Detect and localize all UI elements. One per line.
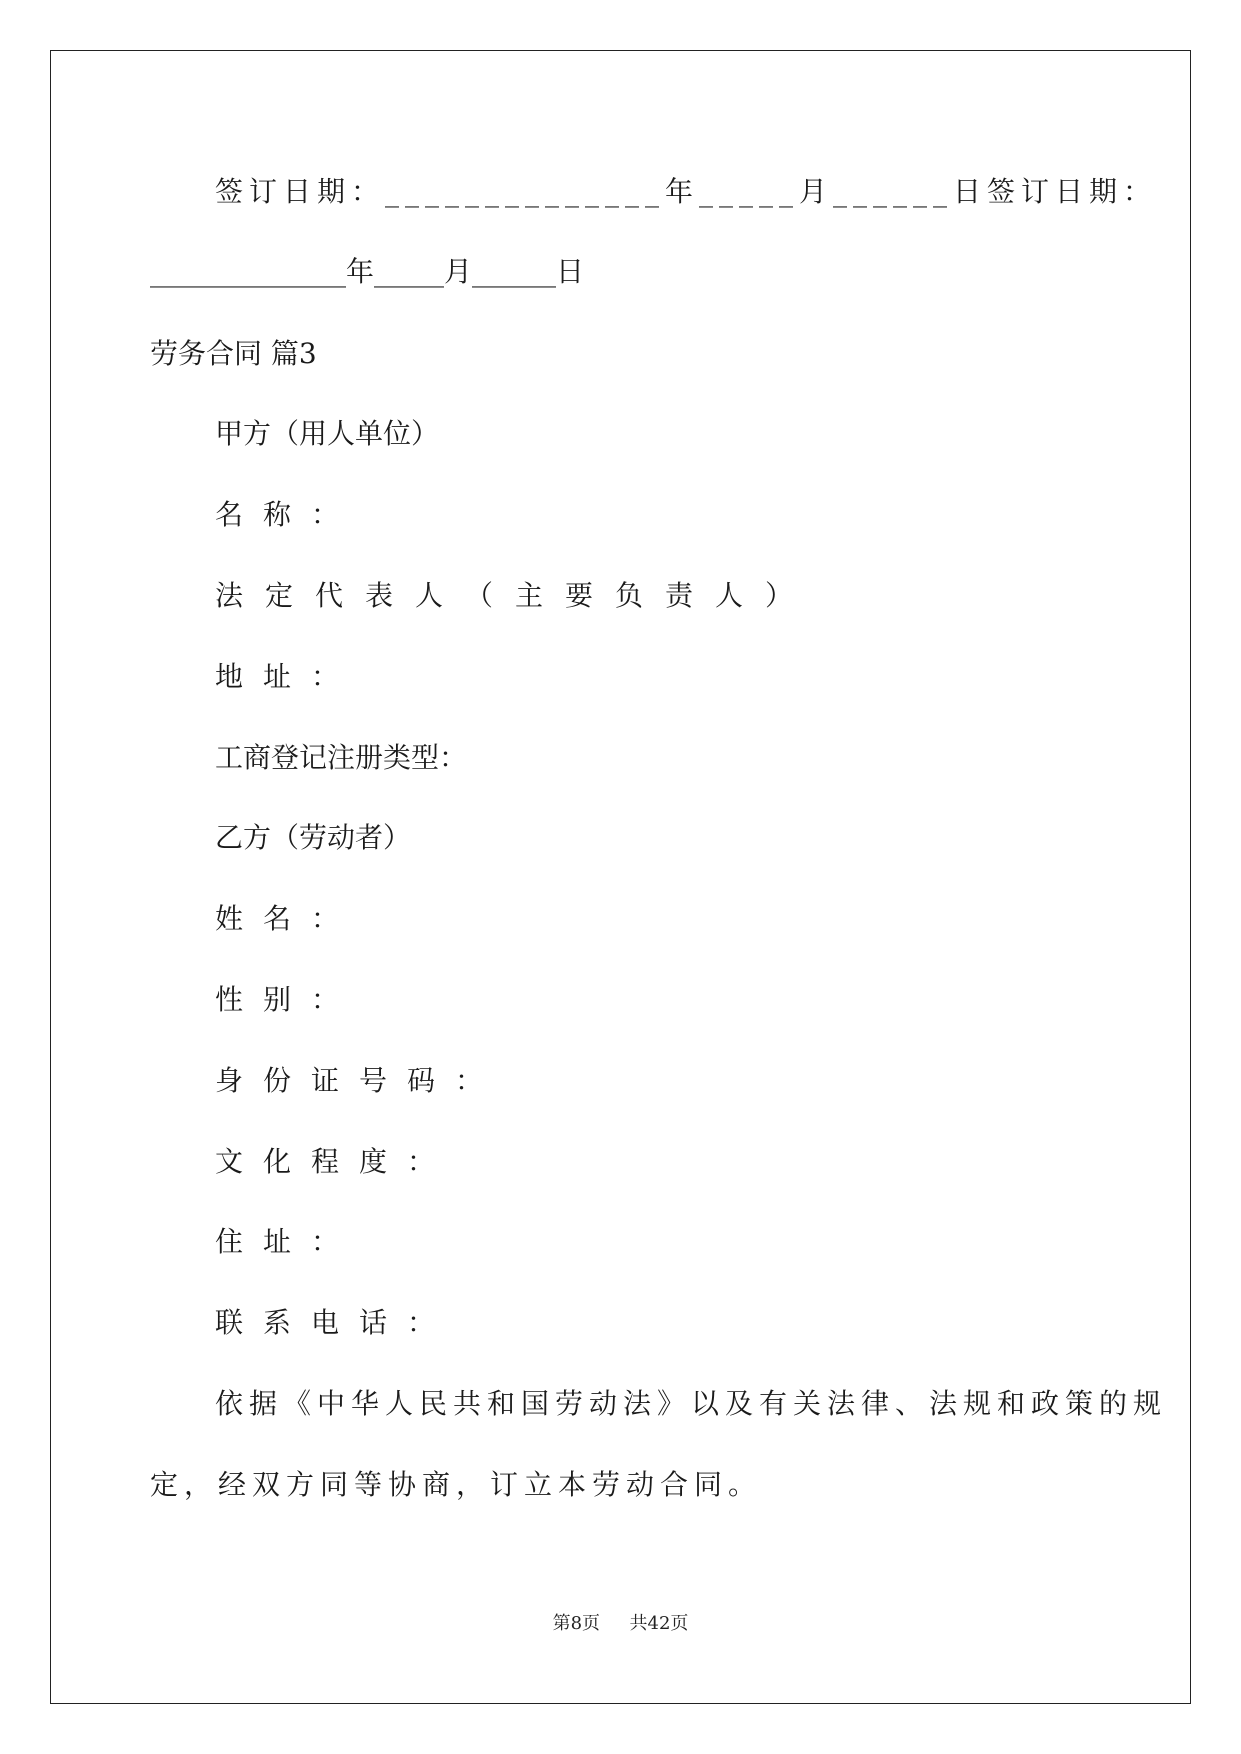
page-border — [50, 50, 1191, 1704]
address-field-label: 地址： — [215, 660, 360, 693]
person-name-field-label: 姓名： — [215, 902, 360, 935]
sign-date-line-1: 签订日期：______________年_____月______日签订日期： — [215, 175, 1158, 208]
page-footer — [0, 1612, 1241, 1636]
education-field-label: 文化程度： — [215, 1145, 456, 1178]
total-pages: 共42页 — [629, 1613, 689, 1634]
legal-rep-field-label — [215, 576, 815, 616]
section-title: 劳务合同 篇3 — [150, 337, 317, 370]
id-number-field-label: 身份证号码： — [215, 1064, 504, 1097]
residence-field-label: 住址： — [215, 1225, 360, 1258]
paragraph-line-1: 依据《中华人民共和国劳动法》以及有关法律、法规和政策的规 — [215, 1387, 1168, 1420]
reg-type-field-label: 工商登记注册类型： — [215, 741, 468, 774]
party-b-heading: 乙方（劳动者） — [215, 821, 412, 854]
party-a-heading: 甲方（用人单位） — [215, 417, 440, 450]
sign-date-line-2: ______________年_____月______日 — [150, 255, 585, 288]
gender-field-label: 性别： — [215, 983, 360, 1016]
paragraph-line-2: 定，经双方同等协商，订立本劳动合同。 — [150, 1468, 763, 1501]
legal-rep-label: 法定代表人（主要负责人） — [215, 579, 816, 612]
phone-field-label: 联系电话： — [215, 1306, 456, 1339]
page-number: 第8页 — [552, 1613, 601, 1634]
name-field-label: 名称： — [215, 498, 360, 531]
